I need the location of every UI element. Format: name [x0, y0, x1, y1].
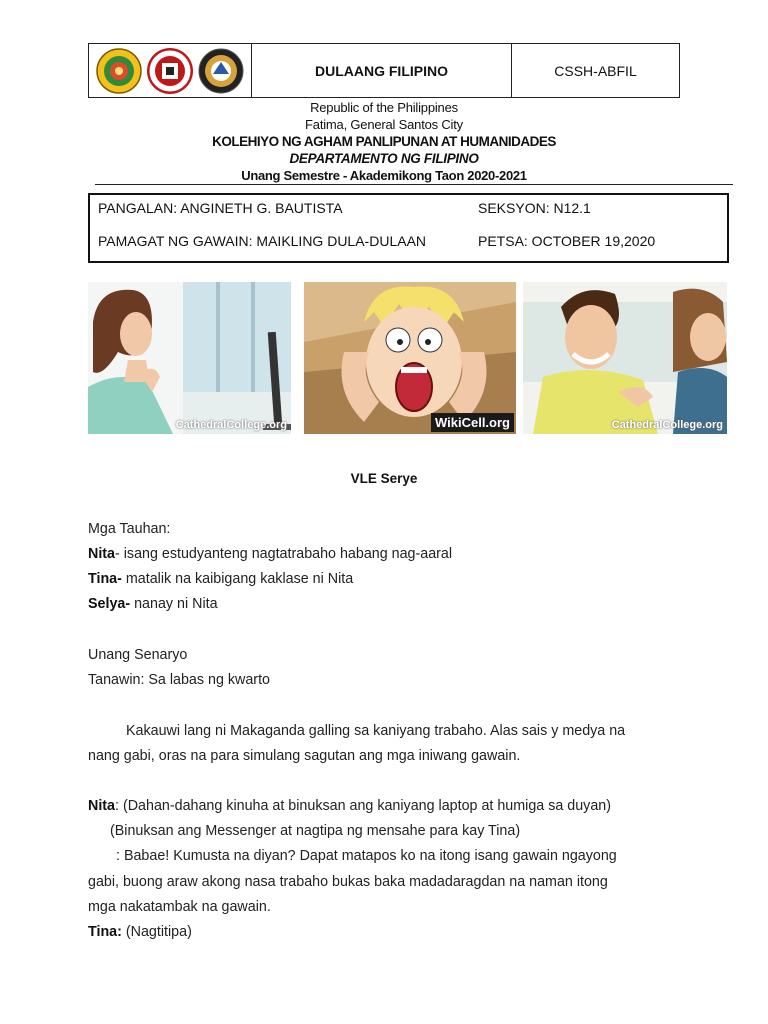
speaker-label: Nita	[88, 798, 116, 814]
student-name: PANGALAN: ANGINETH G. BAUTISTA	[98, 200, 343, 216]
stage-direction: (Binuksan ang Messenger at nagtipa ng mensahe para kay Tina)	[110, 823, 521, 839]
watermark-2: WikiCell.org	[431, 413, 514, 432]
stage-direction: : (Dahan-dahang kinuha at binuksan ang kaniyang laptop at humiga sa duyan)	[115, 798, 611, 814]
republic-line: Republic of the Philippines	[310, 100, 458, 115]
university-seal-icon	[96, 48, 142, 94]
character-name: Nita	[88, 546, 116, 562]
scene-heading: Unang Senaryo	[88, 647, 188, 663]
character-name: Selya-	[88, 596, 131, 612]
character-selya	[88, 596, 218, 612]
characters-heading: Mga Tauhan:	[88, 521, 171, 537]
logo-cell	[89, 44, 252, 97]
illustration-panicked-boy	[304, 282, 516, 434]
dialogue-tina	[88, 924, 192, 940]
narration-line: Kakauwi lang ni Makaganda galling sa kaniyang trabaho. Alas sais y medya na	[126, 723, 626, 739]
character-nita	[88, 546, 452, 562]
character-desc: matalik na kaibigang kaklase ni Nita	[121, 571, 354, 587]
watermark-3: CathedralCollege.org	[611, 419, 723, 431]
narration-line: nang gabi, oras na para simulang sagutan ang mga iniwang gawain.	[88, 748, 521, 764]
student-info-box	[88, 193, 729, 263]
character-tina	[88, 571, 353, 587]
dialogue-line: gabi, buong araw akong nasa trabaho bukas baka madadaragdan na naman itong	[88, 874, 608, 890]
student-section: SEKSYON: N12.1	[478, 200, 591, 216]
location-line: Fatima, General Santos City	[305, 117, 463, 132]
character-desc: isang estudyanteng nagtatrabaho habang nag-aaral	[119, 546, 453, 562]
semester-line: Unang Semestre - Akademikong Taon 2020-2021	[241, 168, 527, 183]
activity-date: PETSA: OCTOBER 19,2020	[478, 233, 656, 249]
header-divider	[95, 184, 733, 185]
dialogue-line: : Babae! Kumusta na diyan? Dapat matapos ko na itong isang gawain ngayong	[116, 848, 617, 864]
institution-block	[88, 99, 680, 184]
department-seal-icon	[198, 48, 244, 94]
course-code: CSSH-ABFIL	[554, 62, 637, 79]
illustration-woman-laptop	[88, 282, 291, 434]
activity-title: PAMAGAT NG GAWAIN: MAIKLING DULA-DULAAN	[98, 233, 427, 249]
stage-direction: (Nagtitipa)	[121, 924, 192, 940]
college-name: KOLEHIYO NG AGHAM PANLIPUNAN AT HUMANIDADES	[212, 134, 556, 149]
dialogue-nita	[88, 798, 611, 814]
character-sep: -	[115, 546, 120, 562]
play-title: VLE Serye	[350, 471, 418, 486]
college-seal-icon	[147, 48, 193, 94]
character-desc: nanay ni Nita	[130, 596, 218, 612]
dialogue-line: mga nakatambak na gawain.	[88, 899, 271, 915]
scene-setting: Tanawin: Sa labas ng kwarto	[88, 672, 270, 688]
watermark-1: CathedralCollege.org	[175, 419, 287, 431]
document-header	[88, 43, 680, 98]
course-title: DULAANG FILIPINO	[252, 44, 512, 97]
department-name: DEPARTAMENTO NG FILIPINO	[289, 151, 479, 166]
character-name: Tina-	[88, 571, 122, 587]
illustration-two-men	[523, 282, 727, 434]
speaker-label: Tina:	[88, 924, 122, 940]
